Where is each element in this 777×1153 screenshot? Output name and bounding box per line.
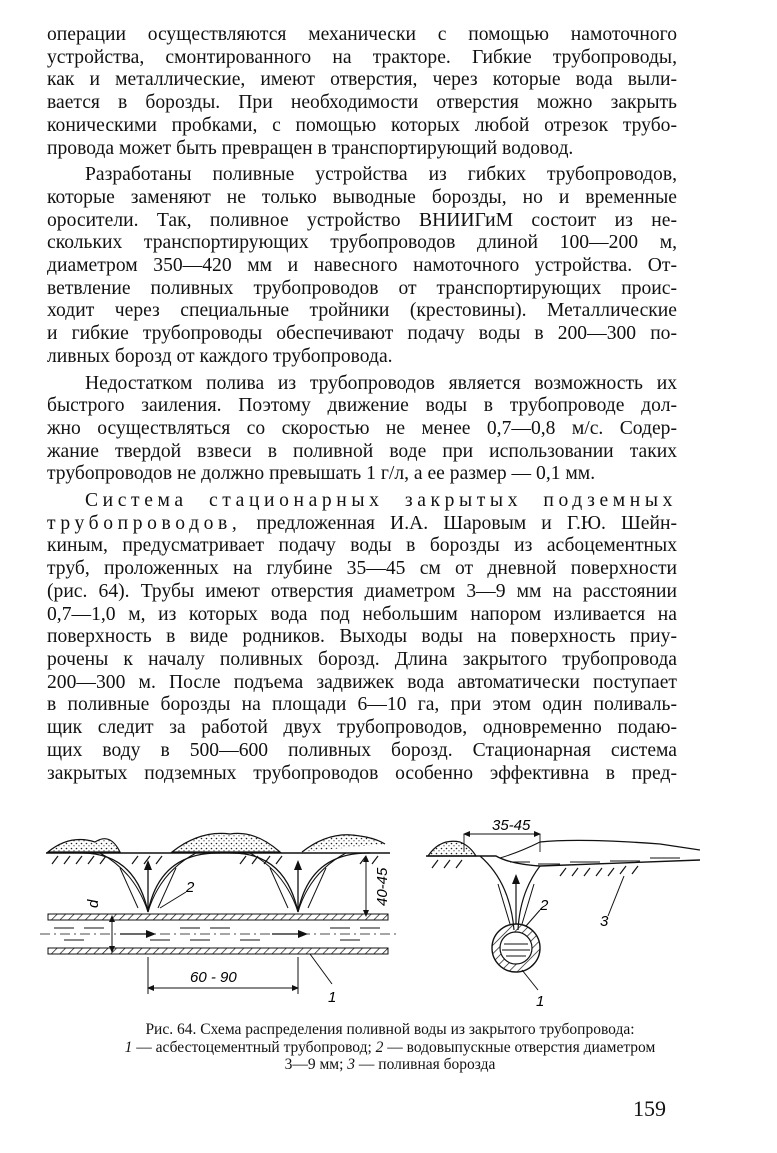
paragraph-4-line-7: поверхность в виде родников. Выходы воды на поверхность приу- xyxy=(47,626,677,648)
paragraph-1-line-6: провода может быть превращен в транспортирующий водовод. xyxy=(47,137,574,159)
caption-text-3b: — поливная борозда xyxy=(355,1056,496,1073)
paragraph-4-line-3: киным, предусматривает подачу воды в борозды из асбоцементных xyxy=(47,535,677,557)
paragraph-1-line-2: устройства, смонтированного на тракторе. Гибкие трубопроводы, xyxy=(47,46,677,68)
caption-num-1: 1 xyxy=(124,1038,133,1056)
label-1-left: 1 xyxy=(328,989,337,1006)
paragraph-1 xyxy=(47,24,677,160)
left-scheme xyxy=(40,833,396,1006)
paragraph-4-line-6: 0,7—1,0 м, из которых вода под небольшим напором изливается на xyxy=(47,603,677,625)
paragraph-4-line-13: закрытых подземных трубопроводов особенно эффективна в пред- xyxy=(47,762,677,784)
paragraph-4-line-11: щик следит за работой двух трубопроводов, одновременно подаю- xyxy=(47,717,677,739)
paragraph-2-line-2: которые заменяют не только выводные борозды, но и временные xyxy=(47,186,677,208)
right-scheme xyxy=(426,817,700,1010)
paragraph-2-line-8: и гибкие трубопроводы обеспечивают подачу воды в 200—300 по- xyxy=(47,323,677,345)
paragraph-3-line-4: жание твердой взвеси в поливной воде при использовании таких xyxy=(47,440,677,462)
paragraph-2-line-1: Разработаны поливные устройства из гибких трубопроводов, xyxy=(85,164,677,186)
paragraph-4-line-9: 200—300 м. После подъема задвижек вода автоматически поступает xyxy=(47,671,677,693)
caption-line-3 xyxy=(40,1056,740,1074)
paragraph-2-line-6: ветвление поливных трубопроводов от транспортирующих проис- xyxy=(47,277,677,299)
paragraph-2-line-5: диаметром 350—420 мм и навесного намоточного устройства. От- xyxy=(47,255,677,277)
label-spacing: 60 - 90 xyxy=(190,969,237,986)
caption-text-1: — асбестоцементный трубопровод; xyxy=(132,1038,376,1056)
paragraph-4-first-rest: предложенная И.А. Шаровым и Г.Ю. Шейн- xyxy=(241,512,677,534)
figure-64 xyxy=(40,812,700,1020)
paragraph-4-line-5: (рис. 64). Трубы имеют отверстия диаметром 3—9 мм на расстоянии xyxy=(47,580,677,602)
paragraph-2-line-7: ходит через специальные тройники (крестовины). Металлические xyxy=(47,300,677,322)
paragraph-4-line-10: в поливные борозды на площади 6—10 га, при этом один поливаль- xyxy=(47,694,677,716)
caption-num-2: 2 xyxy=(375,1038,384,1056)
caption-line-1: Рис. 64. Схема распределения поливной воды из закрытого трубопровода: xyxy=(145,1021,635,1038)
paragraph-1-line-4: вается в борозды. При необходимости отверстия можно закрыть xyxy=(47,92,677,114)
paragraph-3 xyxy=(47,373,677,487)
label-2-left: 2 xyxy=(186,879,195,896)
label-d: d xyxy=(85,899,102,908)
figure-caption xyxy=(40,1021,740,1074)
spaced-title: Система стационарных закрытых подземных xyxy=(85,490,677,512)
paragraph-3-line-2: быстрого заиления. Поэтому движение воды в трубопроводе дол- xyxy=(47,395,677,417)
paragraph-1-line-1: операции осуществляются механически с помощью намоточного xyxy=(47,24,677,45)
paragraph-2 xyxy=(47,164,677,368)
paragraph-2-line-4: скольких транспортирующих трубопроводов длиной 100—200 м, xyxy=(47,232,677,254)
paragraph-4 xyxy=(47,490,677,785)
paragraph-4-line-8: рочены к началу поливных борозд. Длина закрытого трубопровода xyxy=(47,648,677,670)
body-text xyxy=(47,24,677,785)
paragraph-2-line-3: оросители. Так, поливное устройство ВНИИГиМ состоит из не- xyxy=(47,209,677,231)
page-number: 159 xyxy=(633,1096,666,1121)
paragraph-4-line-12: щих воду в 500—600 поливных борозд. Стационарная система xyxy=(47,739,677,761)
paragraph-2-line-9: ливных борозд от каждого трубопровода. xyxy=(47,345,393,367)
paragraph-3-line-3: жно осуществляться со скоростью не менее 0,7—0,8 м/с. Содер- xyxy=(47,417,677,439)
paragraph-4-line-4: труб, проложенных на глубине 35—45 см от дневной поверхности xyxy=(47,558,677,580)
paragraph-1-line-5: коническими пробками, с помощью которых любой отрезок трубо- xyxy=(47,114,677,136)
paragraph-3-line-5: трубопроводов не должно превышать 1 г/л, а ее размер — 0,1 мм. xyxy=(47,463,596,485)
caption-text-2: — водовыпускные отверстия диаметром xyxy=(383,1038,656,1056)
label-1-right: 1 xyxy=(536,993,545,1010)
label-depth: 40-45 xyxy=(374,867,391,906)
label-2-right: 2 xyxy=(540,897,549,914)
spaced-title-cont: трубопроводов, xyxy=(47,512,242,534)
label-top-width: 35-45 xyxy=(492,817,531,834)
caption-line-2 xyxy=(40,1039,740,1057)
paragraph-4-line-2 xyxy=(47,513,677,536)
caption-num-3: 3 xyxy=(347,1056,356,1073)
paragraph-4-line-1 xyxy=(47,490,677,513)
paragraph-3-line-1: Недостатком полива из трубопроводов является возможность их xyxy=(85,372,677,394)
caption-text-3a: 3—9 мм; xyxy=(284,1056,348,1073)
label-3-right: 3 xyxy=(600,913,609,930)
paragraph-1-line-3: как и металлические, имеют отверстия, через которые вода выли- xyxy=(47,69,677,91)
